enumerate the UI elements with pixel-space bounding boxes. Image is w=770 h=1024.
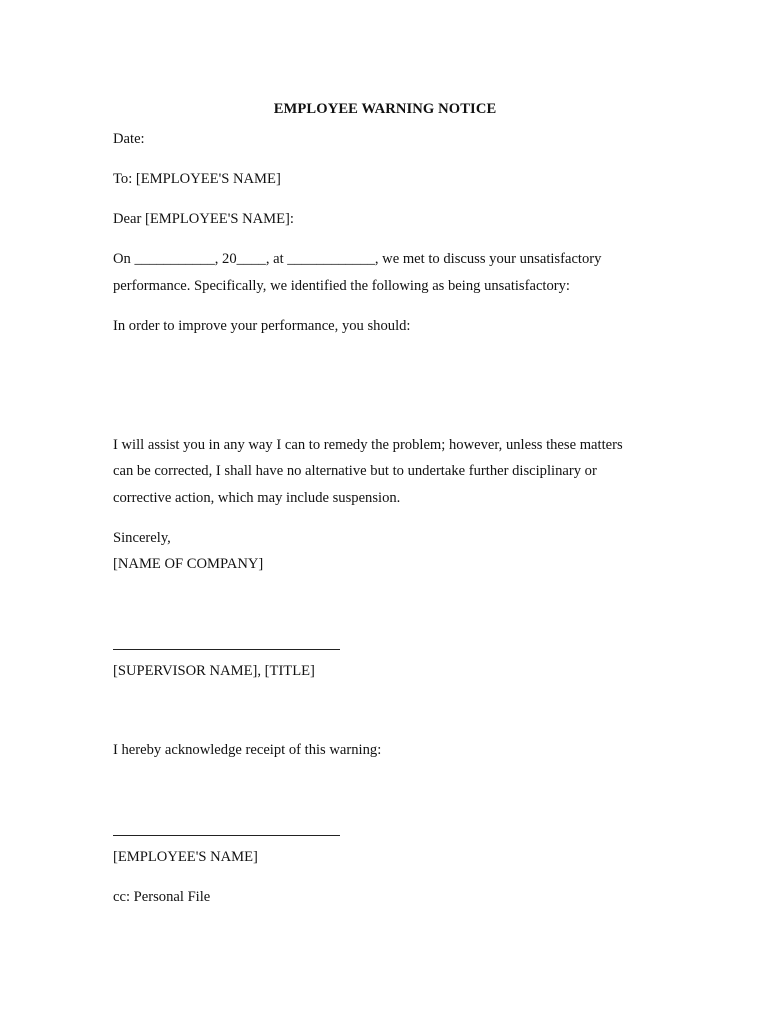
paragraph-improve: In order to improve your performance, you should:	[113, 318, 411, 334]
paragraph-assist-line-1: I will assist you in any way I can to remedy the problem; however, unless these matters	[113, 437, 623, 453]
closing: Sincerely,	[113, 530, 171, 546]
paragraph-meeting-line-2: performance. Specifically, we identified the following as being unsatisfactory:	[113, 278, 570, 294]
paragraph-assist-line-3: corrective action, which may include suspension.	[113, 490, 401, 506]
date-label: Date:	[113, 131, 145, 147]
to-line: To: [EMPLOYEE'S NAME]	[113, 171, 281, 187]
company-name: [NAME OF COMPANY]	[113, 556, 264, 572]
acknowledge-statement: I hereby acknowledge receipt of this warning:	[113, 742, 382, 758]
salutation: Dear [EMPLOYEE'S NAME]:	[113, 211, 294, 227]
cc-line: cc: Personal File	[113, 889, 211, 905]
paragraph-meeting-line-1: On ___________, 20____, at ____________, we met to discuss your unsatisfactory	[113, 251, 602, 267]
supervisor-signature-line	[113, 649, 340, 650]
supervisor-signature-label: [SUPERVISOR NAME], [TITLE]	[113, 663, 315, 679]
employee-signature-label: [EMPLOYEE'S NAME]	[113, 849, 258, 865]
paragraph-assist-line-2: can be corrected, I shall have no alternative but to undertake further disciplinary or	[113, 463, 597, 479]
employee-signature-line	[113, 835, 340, 836]
document-title: EMPLOYEE WARNING NOTICE	[273, 101, 497, 117]
